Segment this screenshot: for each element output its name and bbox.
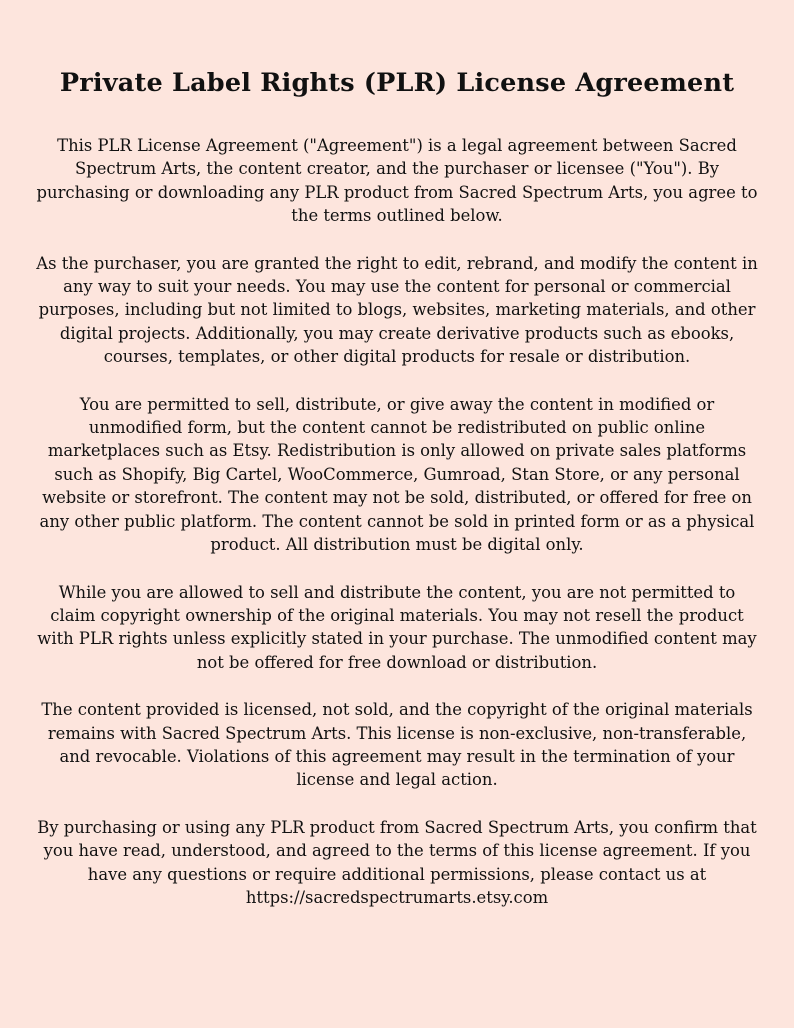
paragraph-restrictions: While you are allowed to sell and distribute the content, you are not permitted to claim copyright ownership of the original materials. You may not resell the product with PLR rights unless explicitly stated in your purchase. The unmodified content may not be offered for free download or distribution. bbox=[37, 582, 757, 672]
document-title: Private Label Rights (PLR) License Agreement bbox=[59, 68, 735, 98]
paragraph-distribution-terms: You are permitted to sell, distribute, or give away the content in modified or unmodified form, but the content cannot be redistributed on public online marketplaces such as Etsy. Redistribution is only allowed on private sales platforms such as Shopify, Big Cartel, WooCommerce, Gumroad, Stan Store, or any personal website or storefront. The content may not be sold, distributed, or offered for free on any other public platform. The content cannot be sold in printed form or as a physical product. All distribution must be digital only. bbox=[39, 394, 755, 555]
paragraph-license-nature: The content provided is licensed, not sold, and the copyright of the original materials remains with Sacred Spectrum Arts. This license is non-exclusive, non-transferable, and revocable. Violations of this agreement may result in the termination of your license and legal action. bbox=[41, 700, 753, 790]
paragraph-granted-rights: As the purchaser, you are granted the right to edit, rebrand, and modify the content in any way to suit your needs. You may use the content for personal or commercial purposes, including but not limited to blogs, websites, marketing materials, and other digital projects. Additionally, you may create derivative products such as ebooks, courses, templates, or other digital products for resale or distribution. bbox=[36, 253, 758, 367]
paragraph-confirmation-contact: By purchasing or using any PLR product from Sacred Spectrum Arts, you confirm that you have read, understood, and agreed to the terms of this license agreement. If you have any questions or require additional permissions, please contact us at https://sacredspectrumarts.etsy.com bbox=[37, 817, 757, 907]
paragraph-agreement-intro: This PLR License Agreement ("Agreement") is a legal agreement between Sacred Spectrum Arts, the content creator, and the purchaser or licensee ("You"). By purchasing or downloading any PLR product from Sacred Spectrum Arts, you agree to the terms outlined below. bbox=[36, 136, 758, 226]
